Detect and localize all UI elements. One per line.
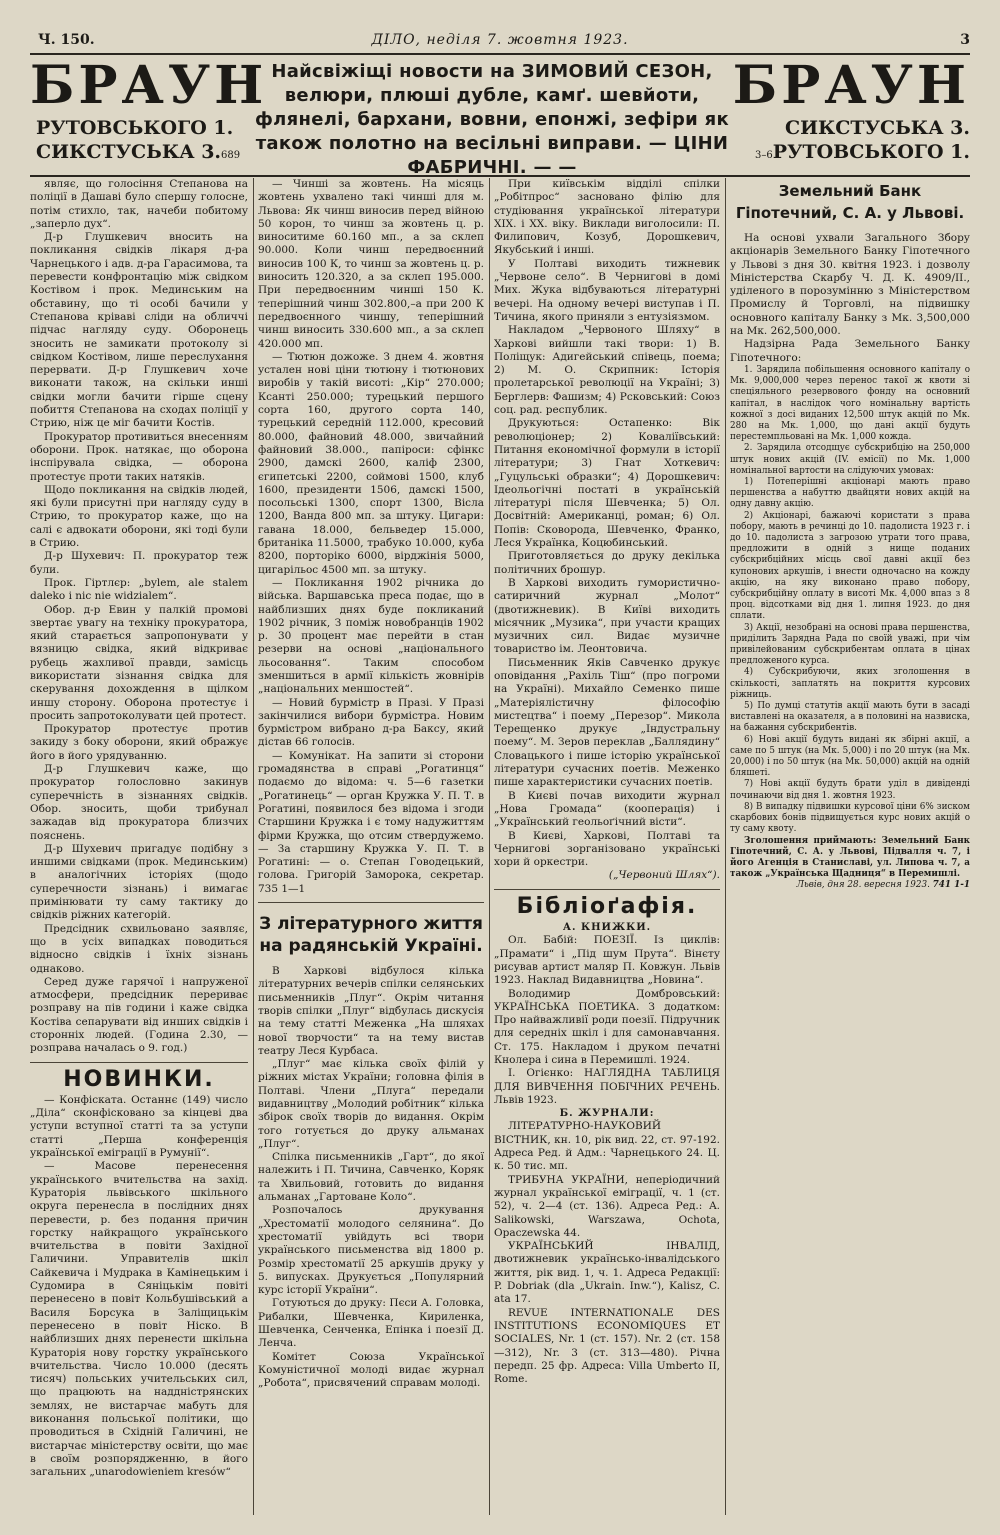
issue-number: Ч. 150. — [38, 32, 95, 48]
column-4 — [730, 178, 970, 1515]
bank-point: 1) Потеперішні акціонарі мають право першенства а набуттю двайцяти нових акцій на одну давну акцію. — [730, 477, 970, 510]
bank-point: 7) Нові акції будуть брати уділ в дивіденді починаючи від дня 1. жовтня 1923. — [730, 779, 970, 801]
paragraph: У Полтаві виходить тижневик „Червоне село“. В Чернигові в домі Мих. Жука відбуваються літературні вечері. На одному вечері виступав і П. Тичина, якого приняли з ентузіязмом. — [494, 257, 720, 323]
paragraph: Комітет Союза Української Комуністичної молоді видає журнал „Робота“, присвячений справам молоді. — [258, 1350, 484, 1390]
news-item: — Тютюн дожоже. З днем 4. жовтня устален нові ціни тютюну і тютюнових виробів у такій висоті: „Кір“ 270.000; Ксанті 250.000; турецький першого сорта 160, другого сорта 140, турецький середній 112.000, кресовий 80.000, файновий 48.000, звичайний файновий 38.000., папіроси: сфінкс 2900, дамскі 2600, каліф 2300, єгипетські 2200, соймові 1500, клуб 1600, президенти 1506, дамскі 1500, посольські 1300, спорт 1300, Вісла 1200, Ванда 800 мп. за штуку. Цигари: гавана 18.000, бельведер 15.000, британіка 11.5000, трабуко 10.000, куба 8200, порторіко 6000, вірджінія 5000, цигарільос 4500 мп. за штуку. — [258, 350, 484, 576]
news-item: — Масове перенесення українського вчительства на захід. Кураторія львівського шкільного округа перенесла в послідних днях перевести, р. без подання причин горстку найкращого українського вчительства в повіти Західної Галичини. Управителів шкіл Сайкевича і Мудрака в Камінецьким і Судомира в Сяніцькім повіті перенесено в повіт Кольбушівський а Василя Борсука в Заліщицькім перенесено в повіт Ніско. В найблизших днях перенести шкільна Кураторія нову горстку українського вчительства. Число 10.000 (десять тисяч) польських учительських сил, що працюють на наддністрянских землях, не вистарчає мабуть для виконання польської політики, що проводиться в Східній Галичині, не вистарчає міністерству освіти, що має в своїм розпорядженню, в його загальних „unarodowieniem kresów“ — [30, 1160, 248, 1479]
column-divider — [725, 178, 726, 1515]
literary-section-title: З літературного життя на радянській Україні. — [259, 914, 483, 957]
page-header — [30, 30, 970, 52]
address-left-line1: РУТОВСЬКОГО 1. — [36, 117, 234, 139]
news-item: — Новий бурмістр в Празі. У Празі закінчилися вибори бурмістра. Новим бурмістром вибрано д-ра Баксу, який дістав 66 голосів. — [258, 696, 484, 749]
paragraph: Прокуратор протестує против закиду з боку оборони, який ображує його в його урядуванню. — [30, 723, 248, 762]
address-left — [36, 116, 240, 168]
journal-entry: REVUE INTERNATIONALE DES INSTITUTIONS ECONOMIQUES ET SOCIALES, Nr. 1 (ст. 157). Nr. 2 (ст. 158—312), Nr. 3 (ст. 313—480). Річна передп. 25 фр. Адреса: Villa Umberto II, Rome. — [494, 1306, 720, 1386]
bank-point: 3) Акції, незобрані на основі права першенства, приділить Зарядна Рада по своїй уважі, при чім привілейованим субскрибентам оплата в цінах предложеного курса. — [730, 622, 970, 667]
paragraph: Серед дуже гарячої і напруженої атмосфери, предсідник перериває розправу на пів години і каже свідка Костіва сепарувати від инших свідків і сторонніх людей. (Година 2.30, — розправа началась о 9. год.) — [30, 975, 248, 1055]
bank-apply-info: Зголошення приймають: Земельний Банк Гіпотечний, С. А. у Львові, Підвалля ч. 7, і його Агенція в Станиславі, ул. Липова ч. 7, а також „Українська Щадниця“ в Перемишлі. — [730, 835, 970, 880]
paragraph: Готуються до друку: Пєси А. Головка, Рибалки, Шевченка, Кириленка, Шевченка, Сенченка, Епінка і поезії Д. Ленча. — [258, 1297, 484, 1350]
bibliography-title: Бібліоґафія. — [516, 893, 698, 919]
paragraph: Письменник Яків Савченко друкує оповідання „Рахіль Тіш“ (про погроми на Україні). Михайло Семенко пише „Матеріялістичну філософію мистецтва“ і поему „Перезор“. Микола Терещенко друкує „Індустральну поему“. М. Зеров переклав „Баллядину“ Словацького і пише історію української літератури сучасних поетів. Меженко пише характеристики сучасних поетів. — [494, 656, 720, 789]
paragraph: Предсідник схвильовано заявляє, що в усіх випадках поводиться відносно свідків і їхніх зізнань однаково. — [30, 922, 248, 975]
separator — [30, 1062, 248, 1063]
column-3 — [494, 178, 720, 1515]
address-right-line1: СИКСТУСЬКА 3. — [784, 117, 970, 139]
paragraph: Д-р Глушкевич вносить на покликання свідків лікаря д-ра Чарнецького і адв. д-ра Гарасимова, та перевести конфронтацію між свідком Костівом і прок. Мединським на обставину, що ті особі бачили у Степанова кріваві сліди на обличчі підчас нагляду суду. Оборонець зносить не замикати протоколу зі свідком Костівом, лише переслухання перервати. Д-р Глушкевич хоче виконати також, на скільки инші свідки могли бачити гірше сцену побиття Степанова на сходах поліції у Стрию, ніж це міг бачити Костів. — [30, 231, 248, 430]
bank-point: 2) Акціонарі, бажаючі користати з права побору, мають в речинці до 10. падолиста 1923 г. і до 10. падолиста з загрозою утрати того права, предложити в одній з нище поданих субскрибційних місць свої давні акції без купонових аркушів, і внести одночасно на кожду акцію, на яку виконано право побору, субскрибційну оплату в висоті Мк. 4,000 впаз з 8 проц. відсотками від дня 1. липня 1923. до дня сплати. — [730, 510, 970, 622]
book-entry: І. Огієнко: НАГЛЯДНА ТАБЛИЦЯ ДЛЯ ВИВЧЕННЯ ПОБІЧНИХ РЕЧЕНЬ. Львів 1923. — [494, 1067, 720, 1106]
bank-date-line — [730, 880, 970, 891]
journals-subheading: Б. ЖУРНАЛИ: — [559, 1108, 655, 1120]
paragraph: являє, що голосіння Степанова на поліції в Дашаві було спершу голосне, потім стихло, так, начеби побитому „заперло дух“. — [30, 178, 248, 230]
ad-rule — [30, 175, 970, 177]
brand-name-left: БРАУН — [30, 55, 268, 116]
column-2 — [258, 178, 484, 1515]
bank-point: 5) По думці статутів акції мають бути в засаді виставлені на оказателя, а в половині на назвиска, на бажання субскрибентів. — [730, 701, 970, 734]
paragraph: Накладом „Червоного Шляху“ в Харкові вийшли такі твори: 1) В. Поліщук: Адигейський співець, поема; 2) М. О. Скрипник: Історія пролетарської революції на Україні; 3) Берглерв: Фашизм; 4) Рсковський: Союз соц. рад. республик. — [494, 324, 720, 417]
address-left-code: 689 — [221, 150, 241, 161]
address-left-line2: СИКСТУСЬКА 3. — [36, 141, 222, 163]
paragraph: В Києві, Харкові, Полтаві та Чернигові зорганізовано українські хори й оркестри. — [494, 829, 720, 869]
journal-entry: ЛІТЕРАТУРНО-НАУКОВИЙ ВІСТНИК, кн. 10, рік вид. 22, ст. 97-192. Адреса Ред. й Адм.: Чарнецького 24. Ц. к. 50 тис. мп. — [494, 1120, 720, 1173]
bank-point: 6) Нові акції будуть видані як збірні акції, а саме по 5 штук (на Мк. 5,000) і по 20 штук (на Мк. 20,000) і по 50 штук (на Мк. 50,000) акцій на одній бляшеті. — [730, 734, 970, 779]
journal-entry: УКРАЇНСЬКИЙ ІНВАЛІД, двотижневик українсько-інвалідського життя, рік вид. 1, ч. 1. Адреса Редакції: P. Dobriak (dla „Ukrain. Inw.“), Kalisz, C. ata 17. — [494, 1240, 720, 1306]
article-columns — [30, 178, 970, 1515]
paragraph: „Плуг“ має кілька своїх філій у ріжних містах України; головна філія в Полтаві. Члени „Плуга“ передали видавництву „Молодий робітник“ кілька збірок своїх творів до видання. Окрім того готується до друку альманах „Плуг“. — [258, 1058, 484, 1150]
paragraph: Друкуються: Остапенко: Вік революціонер; 2) Коваліївський: Питання економічної формули в історії літератури; 3) Гнат Хоткевич: „Гуцульські образки“; 4) Дорошкевич: Ідеольогічні постаті в українській літературі після Шевченка; 5) Ол. Досвітній: Американці, роман; 6) Ол. Попів: Сковорода, Шевченко, Франко, Леся Українка, Коцюбинський. — [494, 417, 720, 550]
brand-name-right: БРАУН — [732, 55, 970, 116]
ad-number: 741 1-1 — [932, 880, 970, 891]
bank-point: 8) В випадку підвишки курсової ціни 6% зиском скарбових бонів підвищується курс нових акцій о ту саму квоту. — [730, 801, 970, 835]
paragraph: Щодо покликання на свідків людей, які були присутні при нагляду суду в Стрию, то прокуратор каже, що на салі є адвокати оборони, які тоді були в Стрию. — [30, 483, 248, 550]
paragraph: Д-р Шухевич пригадує подібну з иншими свідками (прок. Мединським) в аналогічних історіях (щодо суперечности зізнань) і вимагає примінювати ту саму тактику до свідків ріжних категорій. — [30, 842, 248, 922]
bank-points — [730, 365, 970, 892]
journal-entry: ТРИБУНА УКРАЇНИ, неперіодичний журнал української еміграції, ч. 1 (ст. 52), ч. 2—4 (ст. 136). Адреса Ред.: A. Salikowski, Warszawa, Ochota, Opaczewska 44. — [494, 1173, 720, 1239]
paragraph: Прокуратор противиться внесенням оборони. Прок. натякає, що оборона інспірувала свідка, — оборона протестує проти таких натяків. — [30, 430, 248, 483]
column-divider — [253, 178, 254, 1515]
news-item: — Чинші за жовтень. На місяць жовтень ухвалено такі чинші для м. Львова: Як чинш виносив перед війною 50 корон, то чинш за жовтень ц. р. виноситиме 60.160 мп., а за склеп 90.000. Коли чинш передвоєнний виносив 100 К, то чинш за жовтень ц. р. виносить 120.320, а за склеп 195.000. При передвоєнним чинші 150 К. теперішний чинш 302.800,–а при 200 К передвоєнного чиншу, теперішний чинш виносить 330.600 мп., а за склеп 420.000 мп. — [258, 178, 484, 350]
separator — [494, 889, 720, 890]
news-item: — Покликання 1902 річника до війська. Варшавська преса подає, що в найблизших днях буде покликаний 1902 річник, З поміж новобранців 1902 р. 30 процент має перейти в стан резерви на основі „національного льосовання“. Таким способом зменшиться в армії кількість жовнірів „національних меншостей“. — [258, 576, 484, 696]
bank-point: 1. Зарядила побільшення основного капіталу о Мк. 9,000,000 через перенос такої ж квоти зі спеціяльного резервового фонду на основний капітал, в наслідок чого номінальну вартість кожної з досі виданих 12,500 штук акцій по Мк. 280 на Мк. 1,000, що дані акції будуть перестемпльовані на Мк. 1,000 кожда. — [730, 364, 970, 443]
paragraph: Д-р Шухевич: П. прокуратор теж були. — [30, 550, 248, 576]
braun-advertisement — [30, 55, 970, 178]
news-item: — Конфіската. Останнє (149) число „Діла“ сконфісковано за кінцеві два уступи вступної статті та за уступи статті „Перша конференція української еміграції в Румунії“. — [30, 1093, 248, 1160]
news-item: — Комунікат. На запити зі сторони громадянства в справі „Рогатинця“ подаємо до відома: ч. 5—6 газетки „Рогатинець“ — орган Кружка У. П. Т. в Рогатині, появилося без відома і згоди Старшини Кружка і є тому надужиттям фірми Кружка, що отсим ствердужемо. — За старшину Кружка У. П. Т. в Рогатині: — о. Степан Говодецький, голова. Григорій Заморока, секретар. 735 1—1 — [258, 749, 484, 895]
paragraph: Д-р Глушкевич каже, що прокуратор голословно закинув суперечність в зізнаннях свідків. Обор. зносить, щоби трибунал зажадав від прокуратора близчих пояснень. — [30, 763, 248, 842]
book-entry: Ол. Бабій: ПОЕЗІЇ. Із циклів: „Прамати“ і „Під шум Прута“. Вінєту рисував артист маляр П. Ковжун. Львів 1923. Наклад Видавництва „Новина“. — [494, 934, 720, 987]
news-section-title: НОВИНКИ. — [63, 1066, 215, 1092]
paragraph: При київськім відділі спілки „Робітпрос“ засновано філію для студіювання української літератури XIX. і XX. віку. Виклади виголосили: П. Филипович, Козуб, Дорошкевич, Якубський і инші. — [494, 178, 720, 257]
paragraph: Приготовляється до друку декілька політичних брошур. — [494, 550, 720, 576]
page-number: 3 — [960, 32, 970, 48]
paragraph: В Києві почав виходити журнал „Нова Громада“ (кооперація) і „Український геольоґічний вісти“. — [494, 789, 720, 829]
paragraph: Спілка письменників „Гарт“, до якої належить і П. Тичина, Савченко, Коряк та Хвильовий, готовить до видання альманах „Гартоване Коло“. — [258, 1151, 484, 1204]
book-entry: Володимир Домбровський: УКРАЇНСЬКА ПОЕТИКА. З додатком: Про найважливії роди поезії. Підручник для середніх шкіл і для самонавчання. Ст. 175. Накладом і друком печатні Кнолера і сина в Перемишлі. 1924. — [494, 987, 720, 1066]
books-subheading: А. КНИЖКИ. — [562, 922, 652, 934]
address-right-line2: РУТОВСЬКОГО 1. — [772, 141, 970, 163]
bank-intro: На основі ухвали Загального Збору акціонарів Земельного Банку Гіпотечного у Львові з дня 30. квітня 1923. і дозволу Міністерства Скарбу Ч. Д. К. 4909/II., уділеного в порозумінню з Міністерством Промислу й Торговлі, на підвишку основного капіталу Банку з Мк. 3,500,000 на Мк. 262,500,000. — [730, 232, 970, 338]
bank-date: Львів, дня 28. вересня 1923. — [796, 880, 930, 891]
paragraph: В Харкові виходить гумористично-сатиричний журнал „Молот“ (двотижневик). В Київі виходить місячник „Музика“, при участи кращих музичних сил. Видає музичне товариство ім. Леонтовича. — [494, 576, 720, 656]
masthead-date: ДІЛО, неділя 7. жовтня 1923. — [371, 32, 629, 48]
bank-point: 2. Зарядила отсодщує субскрибцію на 250,000 штук нових акцій (IV. емісії) по Мк. 1,000 номінальної вартости на слідуючих умовах: — [730, 443, 970, 476]
column-1 — [30, 178, 248, 1515]
source-signature: („Червоний Шлях“). — [608, 869, 720, 882]
paragraph: В Харкові відбулося кілька літературних вечерів спілки селянських письменників „Плуг“. Окрім читання творів спілки „Плуг“ відбулась дискусія на тему статті Меженка „На шляхах нової творчости“ та на тему вистав театру Леся Курбаса. — [258, 965, 484, 1057]
paragraph: Розпочалось друкування „Хрестоматії молодого селянина“. До хрестоматії увійдуть всі твори українського письменства від 1800 р. Розмір хрестоматії 25 аркушів друку у 5. випусках. Друкується „Популярний курс історії України“. — [258, 1204, 484, 1297]
column-divider — [489, 178, 490, 1515]
bank-intro-2: Надзірна Рада Земельного Банку Гіпотечного: — [730, 338, 970, 364]
address-right — [755, 116, 970, 168]
separator — [258, 902, 484, 903]
paragraph: Прок. Гіртлєр: „bylem, ale stalem daleko i nic nie widzialem“. — [30, 576, 248, 603]
bank-point: 4) Субскрибуючи, яких зголошення в скількості, заплатять на покриття курсових ріжниць. — [730, 667, 970, 700]
bank-notice-title: Земельний Банк Гіпотечний, С. А. у Львові. — [735, 182, 965, 222]
address-right-code: 3–6 — [755, 150, 773, 161]
paragraph: Обор. д-р Евин у палкій промові звертає увагу на техніку прокуратора, який старається запропонувати у вязницю свідка, який відкриває рубець жахливої правди, замісць використати зізнання свідка для скерування дохождення в щілком иншу сторону. Оборона протестує і просить запротоколувати цей протест. — [30, 603, 248, 722]
ad-slogan: Найсвіжіщі новости на ЗИМОВИЙ СЕЗОН, велюри, плюші дубле, камґ. шевйоти, флянелі, бархани, вовни, епонжі, зефіри як також полотно на весільні виправи. — ЦІНИ ФАБРИЧНІ. — — — [255, 61, 729, 178]
